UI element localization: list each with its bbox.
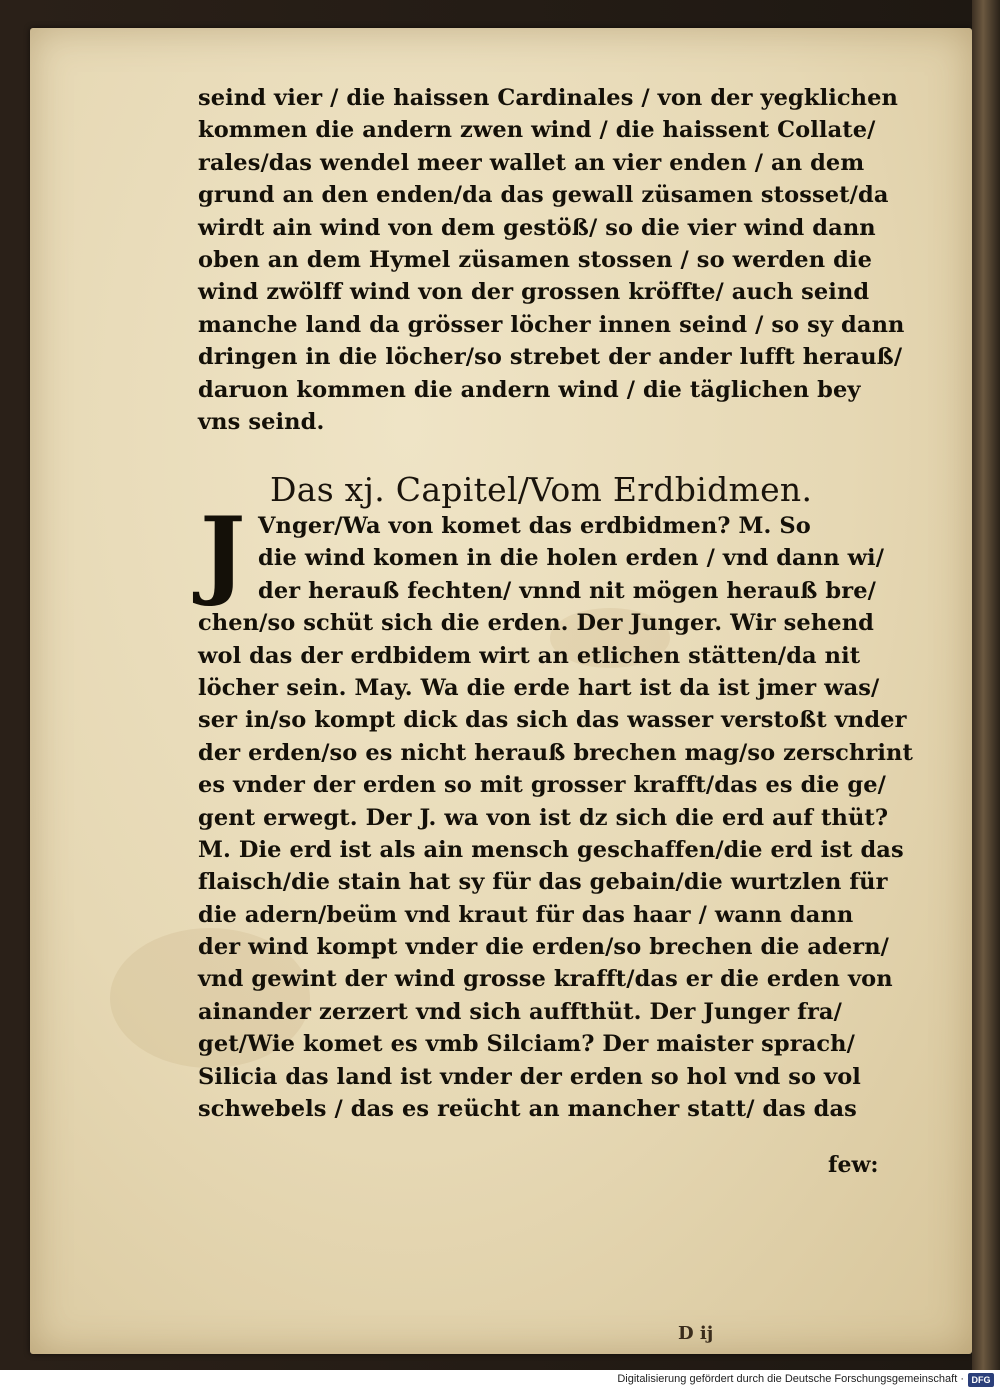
text-line: chen/so schüt sich die erden. Der Junger. Wir sehend [198,610,874,637]
text-line: flaisch/die stain hat sy für das gebain/die wurtzlen für [198,869,888,896]
text-line: rales/das wendel meer wallet an vier enden / an dem [198,149,865,176]
text-line: seind vier / die haissen Cardinales / von der yegklichen [198,85,899,111]
book-edge [972,0,1000,1370]
body-text-chapter [198,510,913,1125]
signature-mark: D ij [678,1323,714,1344]
text-line: ainander zerzert vnd sich auffthüt. Der Junger fra/ [198,998,842,1025]
text-line: daruon kommen die andern wind / die täglichen bey [198,376,861,403]
text-line: Vnger/Wa von komet das erdbidmen? M. So [258,513,811,539]
footer-bar [0,1370,1000,1392]
text-line: manche land da grösser löcher innen seind / so sy dann [198,311,905,338]
text-line: der wind kompt vnder die erden/so brechen die adern/ [198,934,889,961]
text-line: der erden/so es nicht herauß brechen mag/so zerschrint [198,739,913,766]
text-line: ser in/so kompt dick das sich das wasser verstoßt vnder [198,707,907,734]
text-line: es vnder der erden so mit grosser krafft/das es die ge/ [198,772,886,799]
text-line: vnd gewint der wind grosse krafft/das er die erden von [198,966,893,993]
funding-credit: Digitalisierung gefördert durch die Deutsche Forschungsgemeinschaft · [617,1373,964,1385]
text-line: die wind komen in die holen erden / vnd dann wi/ [258,545,885,572]
text-line: wirdt ain wind von dem gestöß/ so die vier wind dann [198,214,876,241]
text-line: die adern/beüm vnd kraut für das haar / wann dann [198,901,854,928]
text-line: grund an den enden/da das gewall züsamen stosset/da [198,182,889,209]
text-line: oben an dem Hymel züsamen stossen / so werden die [198,246,872,273]
text-line: schwebels / das es reücht an mancher statt/ das das [198,1096,857,1123]
text-line: get/Wie komet es vmb Silciam? Der maister sprach/ [198,1031,855,1058]
text-line: kommen die andern zwen wind / die haissent Collate/ [198,117,876,144]
chapter-heading: Das xj. Capitel/Vom Erdbidmen. [270,470,813,509]
text-line: dringen in die löcher/so strebet der ander lufft herauß/ [198,344,903,371]
text-line: wind zwölff wind von der grossen kröffte/ auch seind [198,279,870,306]
text-line: M. Die erd ist als ain mensch geschaffen/die erd ist das [198,836,904,863]
body-text-top [198,82,905,438]
text-line: Silicia das land ist vnder der erden so hol vnd so vol [198,1063,861,1090]
text-line: vns seind. [198,408,325,435]
text-line: löcher sein. May. Wa die erde hart ist da ist jmer was/ [198,674,880,701]
catchword: few: [828,1152,879,1178]
drop-initial: J [200,496,246,609]
text-line: gent erwegt. Der J. wa von ist dz sich die erd auf thüt? [198,804,889,831]
dfg-logo-icon: DFG [968,1373,994,1387]
text-line: der herauß fechten/ vnnd nit mögen herauß bre/ [258,577,876,604]
text-line: wol das der erdbidem wirt an etlichen stätten/da nit [198,642,861,669]
